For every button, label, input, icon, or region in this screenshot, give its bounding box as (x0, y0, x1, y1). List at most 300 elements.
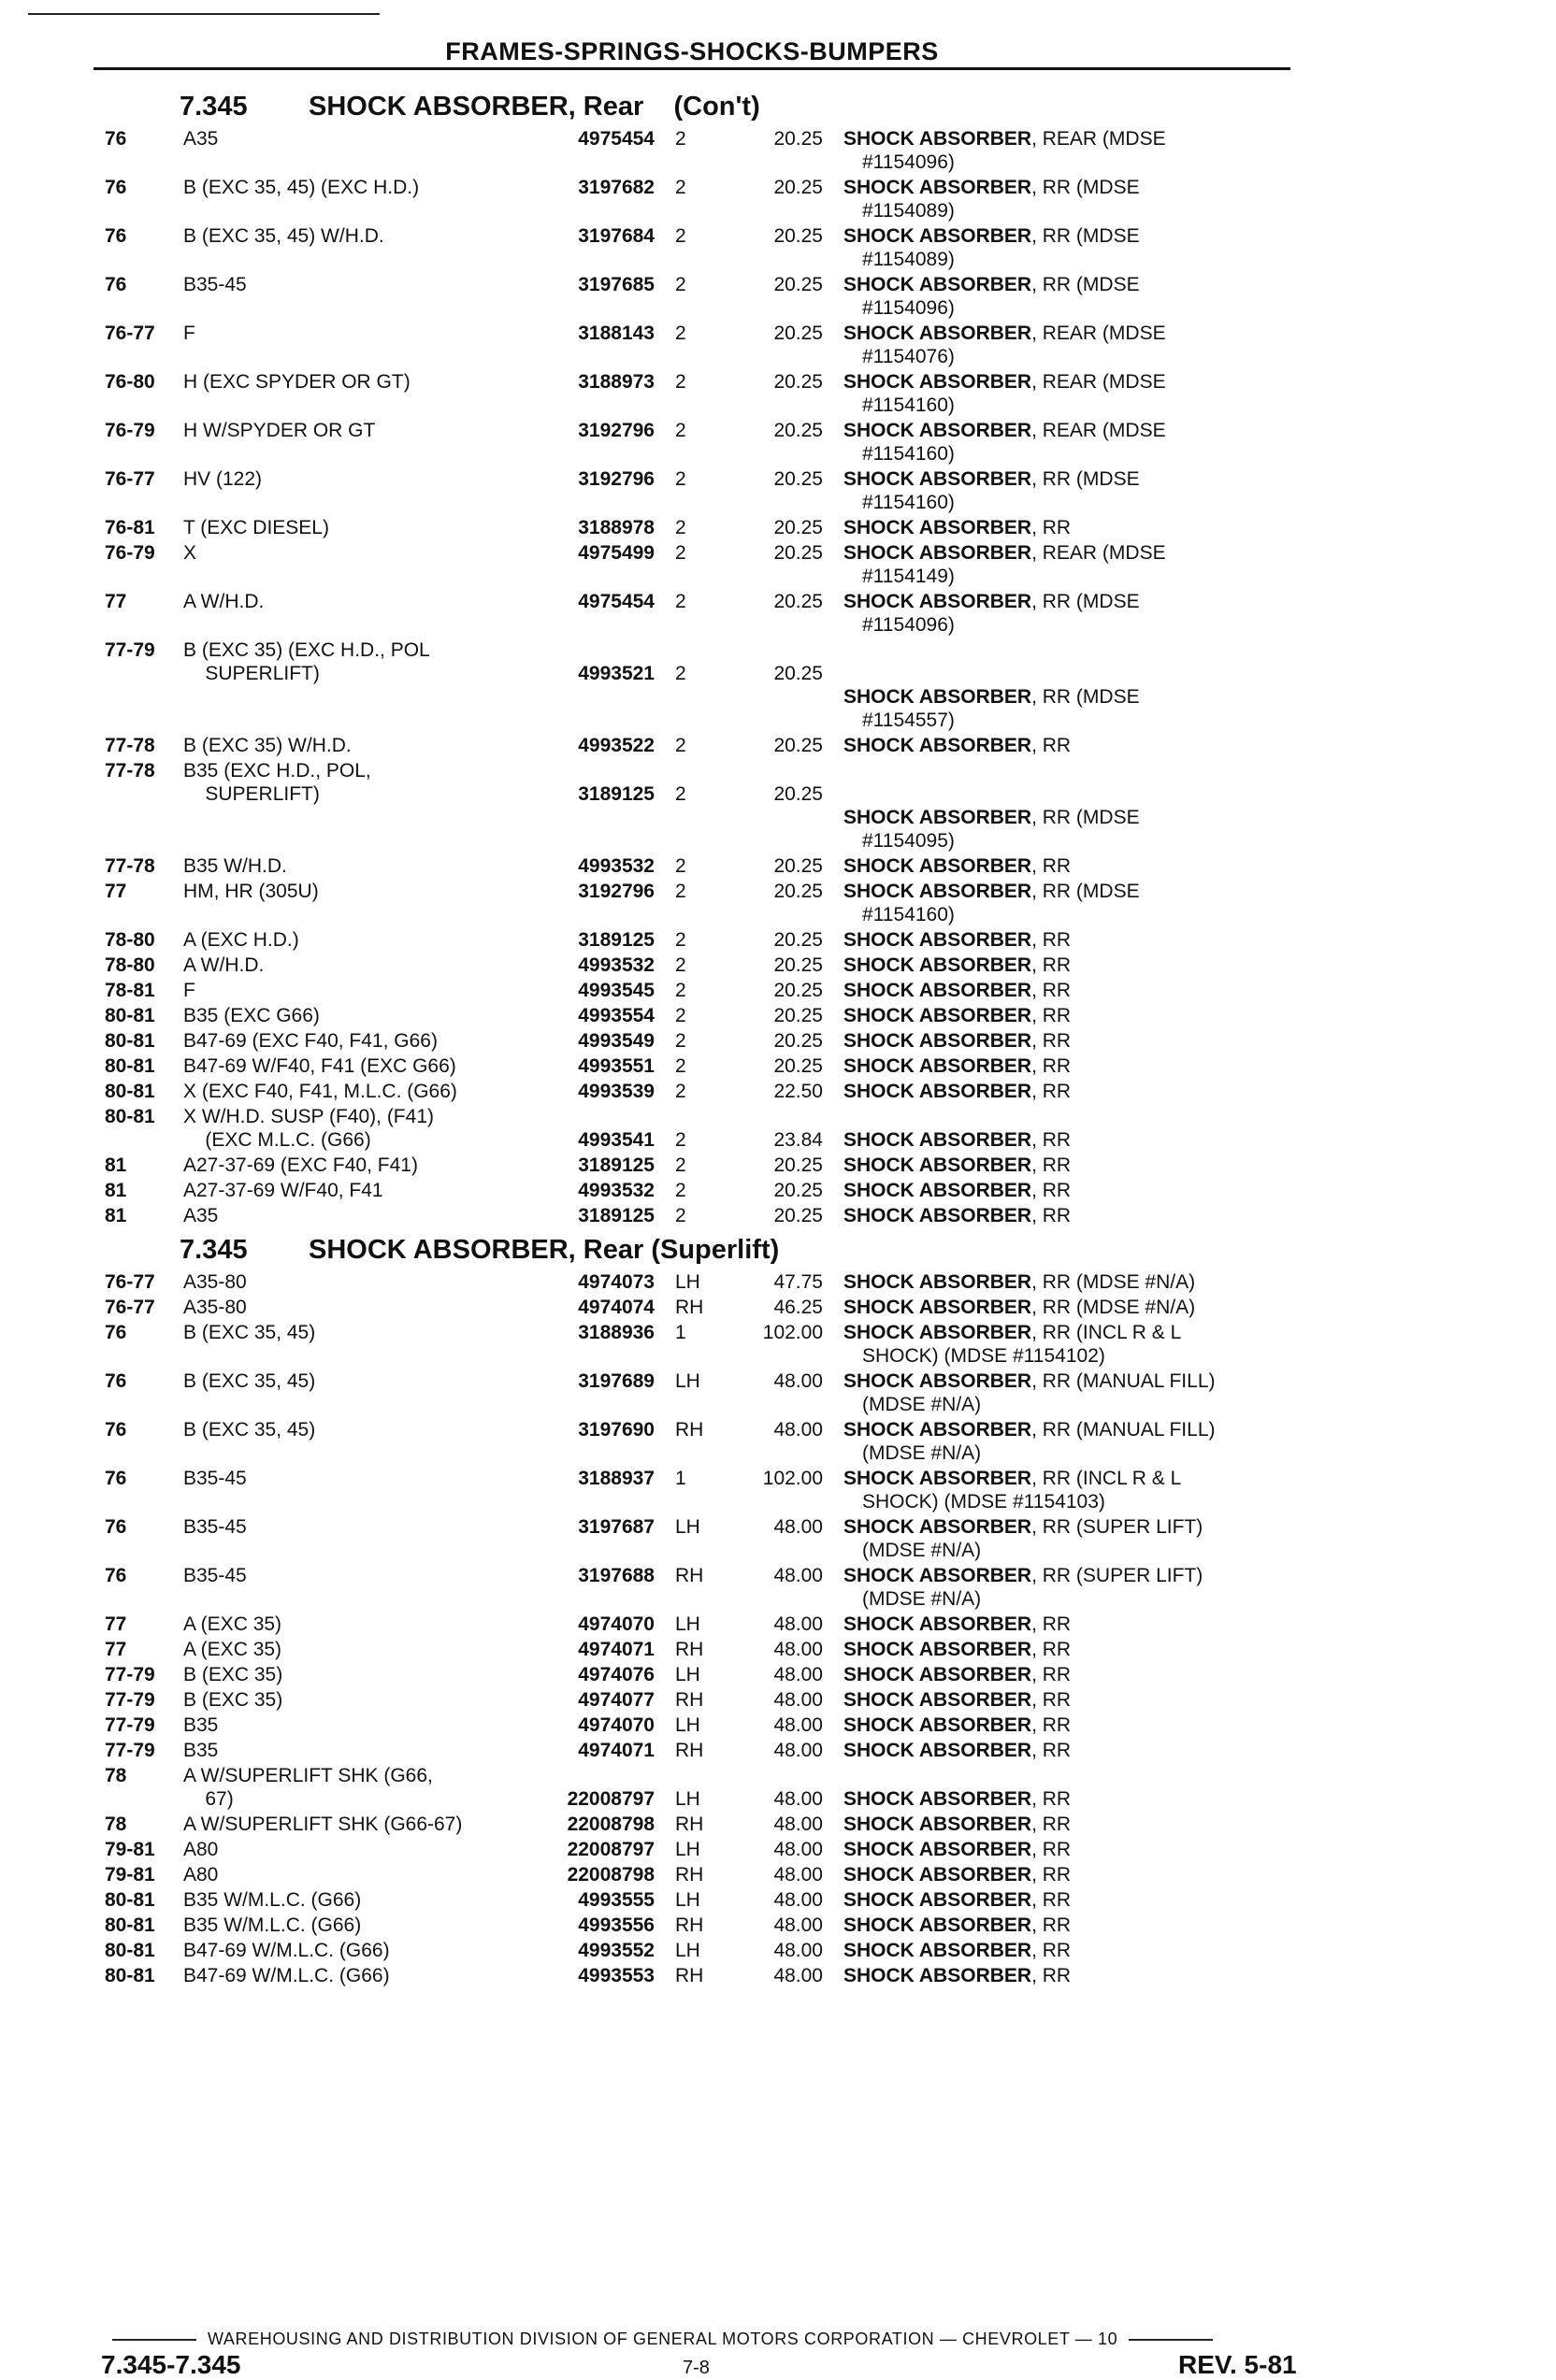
price: 46.25 (773, 1297, 823, 1318)
part-number: 4975454 (578, 591, 655, 612)
price: 20.25 (773, 855, 823, 877)
price: 20.25 (773, 274, 823, 295)
description-line: SHOCK ABSORBER, RR (MDSE (843, 591, 1140, 612)
model-line: B (EXC 35, 45) (183, 1419, 316, 1441)
part-row (0, 419, 1556, 466)
model-year: 76 (105, 1468, 127, 1489)
part-row (0, 1638, 1556, 1661)
part-row (0, 176, 1556, 222)
price: 48.00 (773, 1839, 823, 1860)
price: 20.25 (773, 663, 823, 684)
quantity: 2 (675, 954, 686, 976)
model-line: 67) (183, 1788, 234, 1810)
model-year: 76-77 (105, 1271, 155, 1293)
quantity: RH (675, 1814, 704, 1835)
model-application (183, 516, 512, 539)
description-line: SHOCK ABSORBER, RR (843, 1839, 1072, 1860)
price: 20.25 (773, 980, 823, 1001)
model-line: B35 (EXC H.D., POL, (183, 760, 371, 781)
description-line: SHOCK ABSORBER, RR (843, 1914, 1072, 1936)
description-line: SHOCK ABSORBER, RR (843, 1740, 1072, 1761)
description-line: (MDSE #N/A) (862, 1394, 982, 1415)
part-description (843, 928, 1309, 952)
model-year: 76-79 (105, 542, 155, 564)
description-line: SHOCK ABSORBER, RR (843, 954, 1072, 976)
description-line: SHOCK ABSORBER, RR (843, 1788, 1072, 1810)
model-line: F (183, 980, 195, 1001)
model-line: A (EXC H.D.) (183, 929, 299, 951)
part-row (0, 1004, 1556, 1027)
quantity: 2 (675, 663, 686, 684)
part-description (843, 1154, 1309, 1177)
description-line: SHOCK ABSORBER, RR (843, 1664, 1072, 1685)
model-year: 77-79 (105, 1664, 155, 1685)
model-application (183, 854, 512, 878)
model-year: 76-77 (105, 323, 155, 344)
part-row (0, 1054, 1556, 1078)
part-description (843, 516, 1309, 539)
model-line: A (EXC 35) (183, 1613, 282, 1635)
description-line: SHOCK ABSORBER, RR (843, 1689, 1072, 1711)
part-number: 3197682 (578, 177, 655, 198)
part-row (0, 273, 1556, 320)
model-year: 78 (105, 1814, 127, 1835)
model-line: B47-69 W/M.L.C. (G66) (183, 1940, 390, 1961)
description-line: SHOCK ABSORBER, RR (MDSE (843, 807, 1140, 828)
description-line: (MDSE #N/A) (862, 1540, 982, 1561)
description-line: SHOCK ABSORBER, RR (843, 929, 1072, 951)
description-line (843, 782, 1309, 806)
part-row (0, 1270, 1556, 1294)
model-year: 77-79 (105, 639, 155, 661)
model-application (183, 1688, 512, 1712)
part-number: 3188143 (578, 323, 655, 344)
part-row (0, 1296, 1556, 1319)
part-number: 4993539 (578, 1081, 655, 1102)
model-year: 76-77 (105, 468, 155, 490)
quantity: 2 (675, 1129, 686, 1151)
part-description (843, 1713, 1309, 1737)
part-row (0, 590, 1556, 637)
description-line: SHOCK ABSORBER, RR (843, 735, 1072, 756)
description-line: SHOCK ABSORBER, RR (843, 1005, 1072, 1026)
part-row (0, 1179, 1556, 1202)
part-description (843, 1838, 1309, 1861)
quantity: 2 (675, 1154, 686, 1176)
part-description (843, 127, 1309, 174)
part-description (843, 419, 1309, 466)
part-number: 4993545 (578, 980, 655, 1001)
part-number: 4993553 (578, 1965, 655, 1986)
model-year: 78-81 (105, 980, 155, 1001)
section-heading (0, 1229, 1556, 1270)
quantity: 2 (675, 855, 686, 877)
model-line: B (EXC 35) W/H.D. (183, 735, 352, 756)
part-number: 4993532 (578, 1180, 655, 1201)
model-application (183, 1713, 512, 1737)
model-line: F (183, 323, 195, 344)
model-year: 76 (105, 177, 127, 198)
part-description (843, 1663, 1309, 1686)
quantity: RH (675, 1419, 704, 1441)
description-line: #1154557) (862, 710, 955, 731)
part-row (0, 1813, 1556, 1836)
footer-revision: REV. 5-81 (1178, 2350, 1297, 2379)
part-number: 3188978 (578, 517, 655, 538)
model-line: B (EXC 35, 45) (EXC H.D.) (183, 177, 420, 198)
part-description (843, 1739, 1309, 1762)
model-application (183, 759, 512, 806)
section-title: SHOCK ABSORBER, Rear (Con't) (309, 92, 760, 122)
part-description (843, 1270, 1309, 1294)
model-application (183, 1914, 512, 1937)
part-description (843, 1939, 1309, 1962)
model-application (183, 370, 512, 394)
description-line: SHOCK ABSORBER, RR (843, 1714, 1072, 1736)
price: 102.00 (762, 1468, 823, 1489)
part-row (0, 1613, 1556, 1636)
model-year: 76 (105, 274, 127, 295)
quantity: 1 (675, 1468, 686, 1489)
model-application (183, 734, 512, 757)
part-row (0, 1964, 1556, 1987)
model-year: 78 (105, 1765, 127, 1786)
description-line: SHOCK ABSORBER, RR (843, 517, 1072, 538)
description-line (843, 638, 1309, 662)
quantity: RH (675, 1965, 704, 1986)
model-line: B35 W/M.L.C. (G66) (183, 1889, 362, 1911)
price: 48.00 (773, 1565, 823, 1586)
description-line: SHOCK) (MDSE #1154103) (862, 1491, 1105, 1513)
part-description (843, 176, 1309, 222)
model-year: 80-81 (105, 1106, 155, 1127)
description-line: SHOCK ABSORBER, RR (SUPER LIFT) (843, 1565, 1203, 1586)
part-row (0, 638, 1556, 732)
part-row (0, 928, 1556, 952)
price: 20.25 (773, 929, 823, 951)
price: 20.25 (773, 783, 823, 805)
part-number: 4993532 (578, 954, 655, 976)
part-number: 4974076 (578, 1664, 655, 1685)
description-line: SHOCK ABSORBER, RR (MDSE #N/A) (843, 1297, 1196, 1318)
description-line: #1154089) (862, 249, 955, 270)
quantity: RH (675, 1689, 704, 1711)
model-line: B (EXC 35) (183, 1664, 283, 1685)
part-number: 3197685 (578, 274, 655, 295)
quantity: 2 (675, 225, 686, 247)
description-line (843, 1764, 1309, 1787)
description-line: #1154149) (862, 566, 955, 587)
description-line (843, 662, 1309, 685)
model-application (183, 979, 512, 1002)
model-line: B35 W/H.D. (183, 855, 287, 877)
price: 20.25 (773, 1205, 823, 1226)
quantity: 2 (675, 371, 686, 393)
model-application (183, 1564, 512, 1587)
model-application (183, 1369, 512, 1393)
quantity: 2 (675, 1180, 686, 1201)
model-application (183, 224, 512, 248)
part-number: 4993532 (578, 855, 655, 877)
quantity: LH (675, 1788, 700, 1810)
model-line: A W/H.D. (183, 954, 265, 976)
model-line: B (EXC 35) (183, 1689, 283, 1711)
model-line: A35-80 (183, 1271, 247, 1293)
model-application (183, 541, 512, 565)
part-number: 3197684 (578, 225, 655, 247)
part-number: 4993541 (578, 1129, 655, 1151)
description-line: SHOCK ABSORBER, RR (MANUAL FILL) (843, 1419, 1216, 1441)
page-title: FRAMES-SPRINGS-SHOCKS-BUMPERS (445, 37, 939, 65)
model-line: B35-45 (183, 1565, 247, 1586)
description-line: #1154160) (862, 492, 955, 513)
description-line: #1154096) (862, 297, 955, 319)
description-line: SHOCK ABSORBER, REAR (MDSE (843, 542, 1166, 564)
price: 20.25 (773, 371, 823, 393)
part-description (843, 638, 1309, 732)
model-application (183, 176, 512, 199)
model-application (183, 1054, 512, 1078)
part-number: 22008798 (567, 1864, 655, 1885)
description-line: SHOCK ABSORBER, RR (843, 1889, 1072, 1911)
model-application (183, 1321, 512, 1344)
model-application (183, 928, 512, 952)
footer-page-number: 7-8 (683, 2358, 710, 2378)
section-heading (0, 86, 1556, 127)
description-line: #1154096) (862, 151, 955, 173)
model-year: 81 (105, 1205, 127, 1226)
model-year: 76 (105, 1516, 127, 1538)
model-line: X W/H.D. SUSP (F40), (F41) (183, 1106, 434, 1127)
quantity: LH (675, 1271, 700, 1293)
description-line (843, 1105, 1309, 1128)
price: 48.00 (773, 1639, 823, 1660)
price: 48.00 (773, 1664, 823, 1685)
part-description (843, 1467, 1309, 1513)
part-number: 22008798 (567, 1814, 655, 1835)
quantity: 2 (675, 1005, 686, 1026)
quantity: 2 (675, 783, 686, 805)
model-year: 80-81 (105, 1965, 155, 1986)
description-line: SHOCK ABSORBER, RR (MDSE (843, 274, 1140, 295)
part-row (0, 541, 1556, 588)
part-number: 4974070 (578, 1613, 655, 1635)
model-line: B47-69 (EXC F40, F41, G66) (183, 1030, 438, 1052)
part-description (843, 1054, 1309, 1078)
model-year: 76 (105, 1419, 127, 1441)
part-row (0, 1080, 1556, 1103)
part-number: 4974070 (578, 1714, 655, 1736)
price: 20.25 (773, 1030, 823, 1052)
part-description (843, 1964, 1309, 1987)
price: 47.75 (773, 1271, 823, 1293)
model-year: 80-81 (105, 1889, 155, 1911)
part-description (843, 1321, 1309, 1368)
section-title: SHOCK ABSORBER, Rear (Superlift) (309, 1235, 780, 1265)
part-description (843, 467, 1309, 514)
model-line: A (EXC 35) (183, 1639, 282, 1660)
model-application (183, 1964, 512, 1987)
model-year: 80-81 (105, 1055, 155, 1077)
description-line: SHOCK ABSORBER, RR (843, 1205, 1072, 1226)
model-line: A W/SUPERLIFT SHK (G66, (183, 1765, 433, 1786)
part-number: 4993549 (578, 1030, 655, 1052)
quantity: 2 (675, 517, 686, 538)
part-description (843, 370, 1309, 417)
part-description (843, 1564, 1309, 1611)
part-description (843, 759, 1309, 853)
model-year: 76-80 (105, 371, 155, 393)
model-line: B (EXC 35, 45) (183, 1322, 316, 1343)
description-line: SHOCK ABSORBER, RR (SUPER LIFT) (843, 1516, 1203, 1538)
part-row (0, 1838, 1556, 1861)
part-description (843, 1029, 1309, 1053)
model-line: B35-45 (183, 1516, 247, 1538)
footer-rule-right (1129, 2339, 1213, 2341)
price: 48.00 (773, 1613, 823, 1635)
part-row (0, 1739, 1556, 1762)
quantity: RH (675, 1639, 704, 1660)
model-application (183, 1105, 512, 1152)
description-line: SHOCK ABSORBER, RR (843, 1864, 1072, 1885)
price: 48.00 (773, 1740, 823, 1761)
part-number: 3197688 (578, 1565, 655, 1586)
model-year: 76 (105, 1370, 127, 1392)
price: 48.00 (773, 1889, 823, 1911)
part-number: 4993552 (578, 1940, 655, 1961)
price: 48.00 (773, 1940, 823, 1961)
description-line: SHOCK ABSORBER, RR (843, 1940, 1072, 1961)
part-description (843, 273, 1309, 320)
price: 48.00 (773, 1864, 823, 1885)
part-row (0, 224, 1556, 271)
part-description (843, 1764, 1309, 1811)
part-number: 4993521 (578, 663, 655, 684)
model-year: 79-81 (105, 1864, 155, 1885)
quantity: 2 (675, 542, 686, 564)
description-line: SHOCK ABSORBER, REAR (MDSE (843, 371, 1166, 393)
quantity: 2 (675, 929, 686, 951)
part-description (843, 1888, 1309, 1912)
price: 20.25 (773, 542, 823, 564)
part-description (843, 1080, 1309, 1103)
model-application (183, 1179, 512, 1202)
model-year: 77-78 (105, 855, 155, 877)
description-line: #1154095) (862, 830, 955, 852)
part-number: 4975499 (578, 542, 655, 564)
part-description (843, 1914, 1309, 1937)
part-row (0, 979, 1556, 1002)
description-line: SHOCK ABSORBER, RR (MDSE (843, 177, 1140, 198)
part-number: 3189125 (578, 783, 655, 805)
part-row (0, 1418, 1556, 1465)
quantity: LH (675, 1664, 700, 1685)
model-year: 76-77 (105, 1297, 155, 1318)
part-number: 4993554 (578, 1005, 655, 1026)
quantity: 2 (675, 128, 686, 150)
model-application (183, 322, 512, 345)
quantity: LH (675, 1940, 700, 1961)
part-description (843, 1004, 1309, 1027)
description-line: #1154160) (862, 394, 955, 416)
price: 20.25 (773, 225, 823, 247)
part-number: 3189125 (578, 1205, 655, 1226)
description-line: SHOCK ABSORBER, REAR (MDSE (843, 420, 1166, 441)
quantity: 2 (675, 881, 686, 902)
description-line: SHOCK ABSORBER, RR (843, 1639, 1072, 1660)
description-line: SHOCK ABSORBER, RR (843, 1154, 1072, 1176)
model-application (183, 638, 512, 685)
quantity: RH (675, 1740, 704, 1761)
part-number: 3192796 (578, 881, 655, 902)
part-number: 4974077 (578, 1689, 655, 1711)
footer-division-text: WAREHOUSING AND DISTRIBUTION DIVISION OF GENERAL MOTORS CORPORATION — CHEVROLET — 10 (208, 2330, 1118, 2348)
part-number: 4993556 (578, 1914, 655, 1936)
model-line: H (EXC SPYDER OR GT) (183, 371, 411, 393)
model-application (183, 1515, 512, 1539)
model-line: A80 (183, 1864, 219, 1885)
model-line: A W/H.D. (183, 591, 265, 612)
part-description (843, 880, 1309, 926)
description-line: SHOCK ABSORBER, RR (MANUAL FILL) (843, 1370, 1216, 1392)
description-line: SHOCK ABSORBER, RR (843, 1081, 1072, 1102)
part-row (0, 1863, 1556, 1886)
part-row (0, 734, 1556, 757)
model-application (183, 1863, 512, 1886)
part-row (0, 759, 1556, 853)
part-number: 3188973 (578, 371, 655, 393)
part-row (0, 1663, 1556, 1686)
part-row (0, 1888, 1556, 1912)
model-line: A W/SUPERLIFT SHK (G66-67) (183, 1814, 463, 1835)
part-row (0, 1713, 1556, 1737)
model-year: 77 (105, 1613, 127, 1635)
description-line: (MDSE #N/A) (862, 1442, 982, 1464)
description-line: SHOCK) (MDSE #1154102) (862, 1345, 1105, 1367)
description-line: #1154160) (862, 904, 955, 925)
model-line: B35-45 (183, 1468, 247, 1489)
model-year: 79-81 (105, 1839, 155, 1860)
model-year: 77-78 (105, 735, 155, 756)
quantity: 2 (675, 177, 686, 198)
part-row (0, 1764, 1556, 1811)
model-year: 78-80 (105, 929, 155, 951)
price: 20.25 (773, 1180, 823, 1201)
price: 48.00 (773, 1689, 823, 1711)
part-number: 3197690 (578, 1419, 655, 1441)
model-year: 77 (105, 591, 127, 612)
model-application (183, 1739, 512, 1762)
model-year: 76-79 (105, 420, 155, 441)
price: 20.25 (773, 517, 823, 538)
quantity: 2 (675, 420, 686, 441)
part-description (843, 734, 1309, 757)
description-line: SHOCK ABSORBER, RR (843, 855, 1072, 877)
model-year: 76 (105, 1565, 127, 1586)
description-line: SHOCK ABSORBER, REAR (MDSE (843, 128, 1166, 150)
model-application (183, 1080, 512, 1103)
model-line: B47-69 W/F40, F41 (EXC G66) (183, 1055, 456, 1077)
part-number: 4974071 (578, 1639, 655, 1660)
quantity: 2 (675, 468, 686, 490)
part-number: 3192796 (578, 468, 655, 490)
model-line: X (EXC F40, F41, M.L.C. (G66) (183, 1081, 457, 1102)
quantity: 2 (675, 1205, 686, 1226)
price: 48.00 (773, 1370, 823, 1392)
description-line: SHOCK ABSORBER, RR (MDSE (843, 225, 1140, 247)
model-year: 76-81 (105, 517, 155, 538)
price: 20.25 (773, 323, 823, 344)
